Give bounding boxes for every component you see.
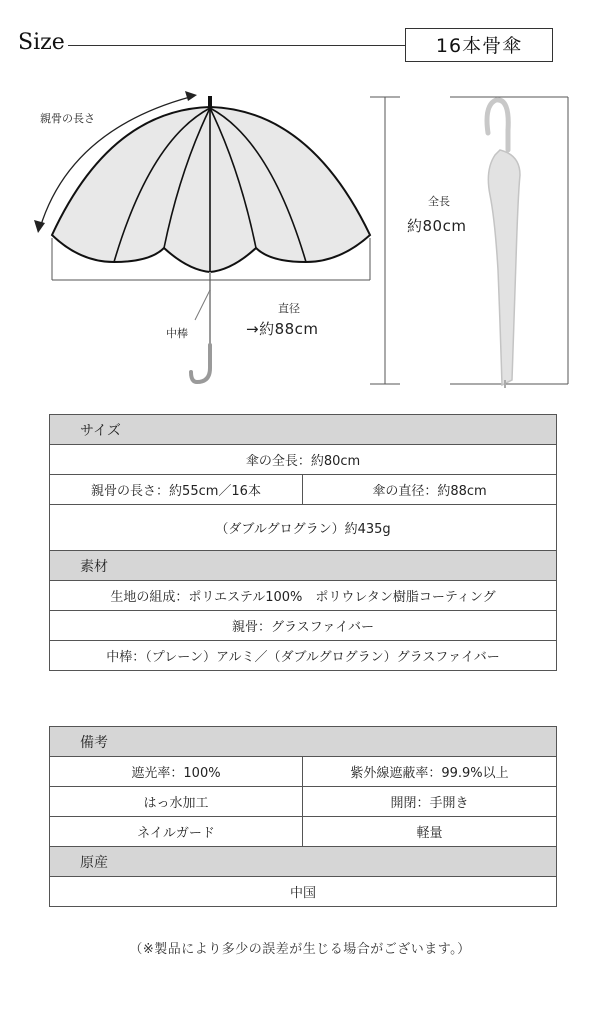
diameter-value: →約88cm [246, 320, 319, 338]
origin-section-header: 原産 [50, 847, 557, 877]
nail-guard-cell: ネイルガード [50, 817, 303, 847]
total-length-cell: 傘の全長：約80cm [50, 445, 557, 475]
table-row [50, 581, 557, 611]
fabric-cell: 生地の組成：ポリエステル100% ポリウレタン樹脂コーティング [50, 581, 557, 611]
arrowhead-right-icon [185, 91, 197, 101]
table-row [50, 641, 557, 671]
water-repellent-cell: はっ水加工 [50, 787, 303, 817]
diameter-cell: 傘の直径：約88cm [303, 475, 557, 505]
table-row [50, 475, 557, 505]
origin-cell: 中国 [50, 877, 557, 907]
table-row [50, 727, 557, 757]
diameter-label: 直径 [278, 302, 300, 315]
material-section-header: 素材 [50, 551, 557, 581]
spec-table-notes-origin [49, 726, 557, 907]
table-row [50, 505, 557, 551]
umbrella-diagram [0, 80, 600, 390]
table-row [50, 787, 557, 817]
lightweight-cell: 軽量 [303, 817, 557, 847]
footer-note: （※製品により多少の誤差が生じる場合がございます。） [129, 942, 471, 957]
shaft-pointer [195, 290, 210, 320]
uv-cell: 紫外線遮蔽率：99.9%以上 [303, 757, 557, 787]
size-section-header: サイズ [50, 415, 557, 445]
canopy-shape [52, 107, 370, 272]
table-row [50, 611, 557, 641]
weight-cell: （ダブルグログラン）約435g [50, 505, 557, 551]
spec-table-size-material [49, 414, 557, 671]
size-divider [68, 45, 406, 46]
notes-section-header: 備考 [50, 727, 557, 757]
arrowhead-down-icon [34, 220, 45, 233]
size-heading: Size [18, 30, 65, 55]
table-row [50, 847, 557, 877]
model-box: 16本骨傘 [405, 28, 553, 62]
table-row [50, 551, 557, 581]
umbrella-handle [191, 345, 210, 382]
table-row [50, 817, 557, 847]
opening-cell: 開閉：手開き [303, 787, 557, 817]
shading-cell: 遮光率：100% [50, 757, 303, 787]
closed-umbrella [488, 150, 520, 385]
table-row [50, 415, 557, 445]
shaft-label: 中棒 [166, 327, 188, 340]
rib-length-label: 親骨の長さ [40, 112, 95, 125]
shaft-material-cell: 中棒：（プレーン）アルミ／（ダブルグログラン）グラスファイバー [50, 641, 557, 671]
table-row [50, 445, 557, 475]
total-length-value: 約80cm [407, 217, 467, 235]
rib-length-cell: 親骨の長さ：約55cm／16本 [50, 475, 303, 505]
table-row [50, 877, 557, 907]
table-row [50, 757, 557, 787]
total-length-label: 全長 [428, 195, 450, 208]
umbrella-tip [208, 96, 212, 108]
ribs-material-cell: 親骨：グラスファイバー [50, 611, 557, 641]
closed-umbrella-handle [487, 100, 508, 150]
